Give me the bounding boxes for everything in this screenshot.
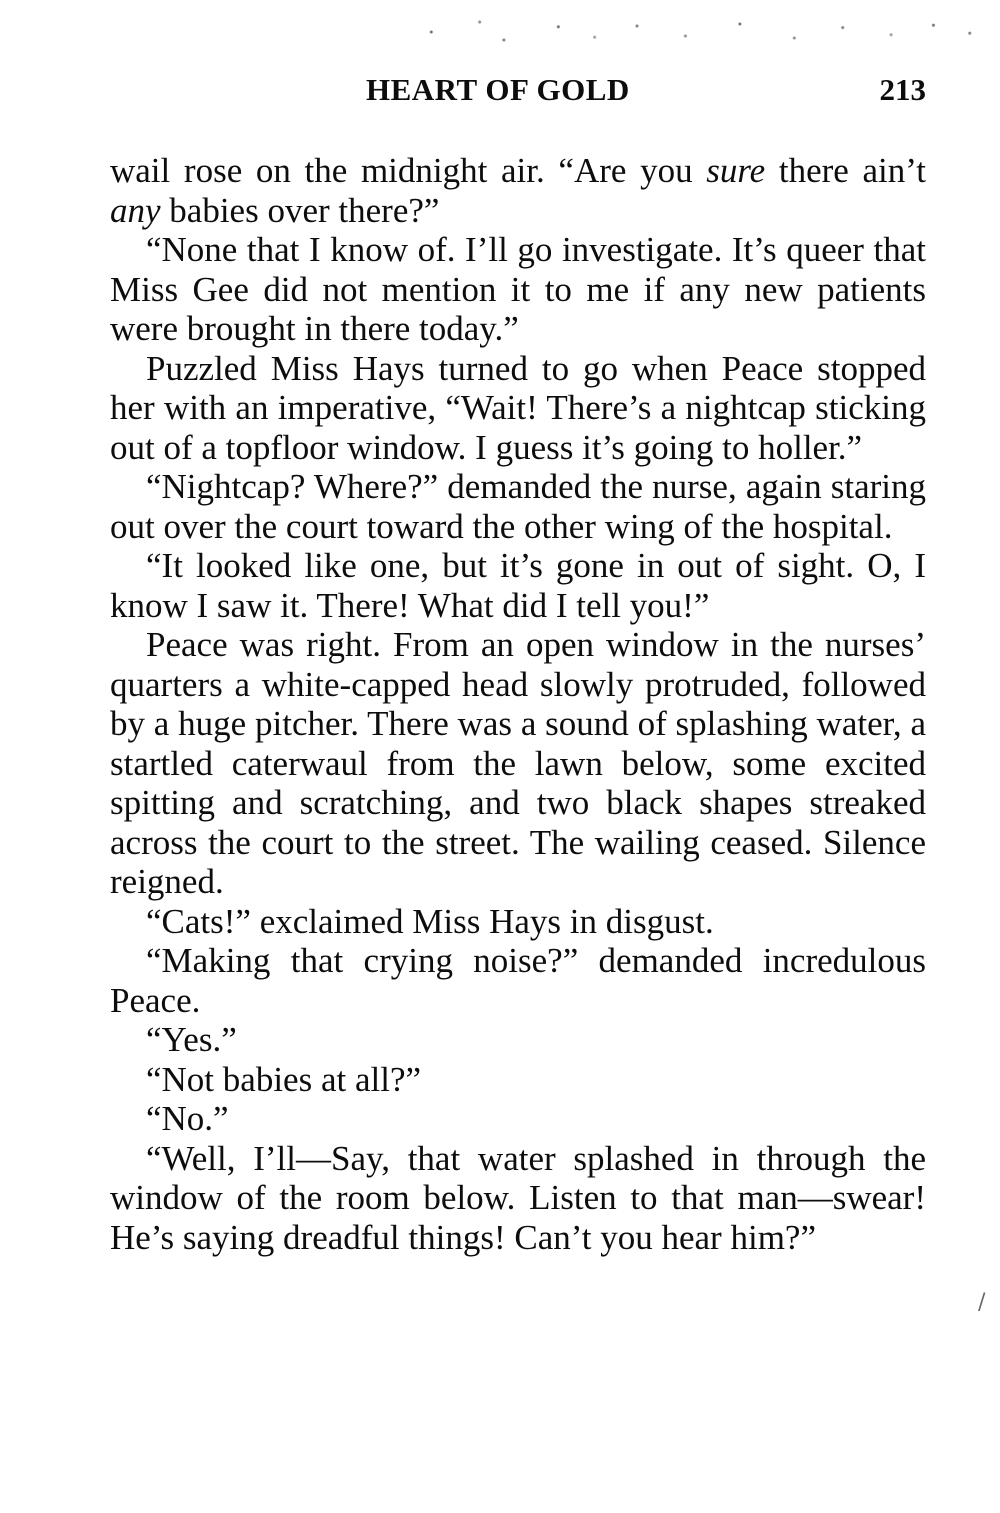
paragraph-11: “No.” <box>146 1099 229 1138</box>
paragraph-1 <box>110 151 926 230</box>
running-head-title: HEART OF GOLD <box>366 72 630 107</box>
paragraph-2: “None that I know of. I’ll go investigate. It’s queer that Miss Gee did not mention it to me if any new patients were brought in there today.” <box>110 230 926 348</box>
book-text <box>110 151 926 1257</box>
paragraph-7: “Cats!” exclaimed Miss Hays in disgust. <box>146 901 714 941</box>
emphasis-any: any <box>110 190 161 230</box>
emphasis-sure: sure <box>706 151 766 190</box>
paragraph-1-text-after: babies over there?” <box>160 190 440 230</box>
paragraph-4: “Nightcap? Where?” demanded the nurse, again staring out over the court toward the other wing of the hospital. <box>110 467 926 546</box>
paragraph-10: “Not babies at all?” <box>146 1059 422 1099</box>
paragraph-8: “Making that crying noise?” demanded incredulous Peace. <box>110 941 926 1020</box>
paragraph-5: “It looked like one, but it’s gone in out of sight. O, I know I saw it. There! What did I tell you!” <box>110 546 926 625</box>
paragraph-6: Peace was right. From an open window in the nurses’ quarters a white-capped head slowly protruded, followed by a huge pitcher. There was a sound of splashing water, a startled caterwaul from the lawn below, some excited spitting and scratching, and two black shapes streaked across the court to the street. The wailing ceased. Silence reigned. <box>110 625 926 901</box>
margin-mark: / <box>978 1290 986 1315</box>
paragraph-9: “Yes.” <box>146 1020 237 1059</box>
paragraph-1-text-middle: there ain’t <box>765 151 926 190</box>
paragraph-3: Puzzled Miss Hays turned to go when Peace stopped her with an imperative, “Wait! There’s a nightcap sticking out of a topfloor window. I guess it’s going to holler.” <box>110 348 926 467</box>
paragraph-1-text-before: wail rose on the midnight air. “Are you <box>110 151 707 190</box>
running-header <box>110 72 926 112</box>
page-number: 213 <box>879 72 926 107</box>
print-specks <box>395 14 1000 54</box>
paragraph-12: “Well, I’ll—Say, that water splashed in through the window of the room below. Listen to that man—swear! He’s saying dreadful things! Can’t you hear him?” <box>110 1138 926 1257</box>
